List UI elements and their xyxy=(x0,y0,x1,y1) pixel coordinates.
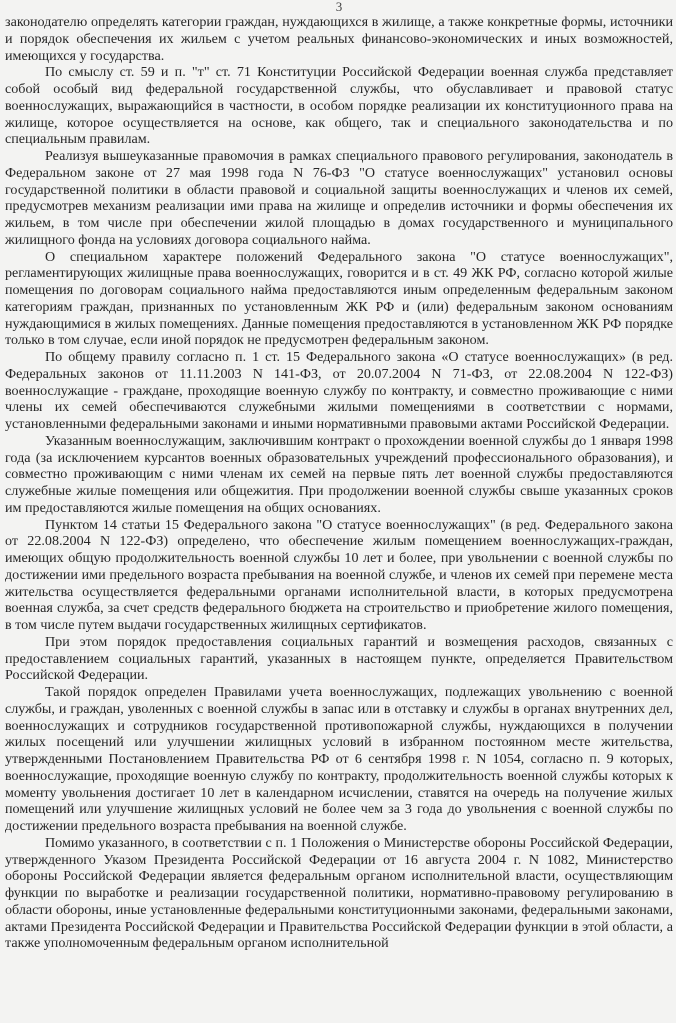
paragraph: Реализуя вышеуказанные правомочия в рамках специального правового регулирования, законодатель в Федеральном законе от 27 мая 1998 года N 76-ФЗ "О статусе военнослужащих" установил основы государственной политики в области правовой и социальной защиты военнослужащих и членов их семей, предусмотрев механизм реализации ими права на жилище и определив источники и формы обеспечения их жильем, в том числе при обеспечении жилой площадью в домах государственного и муниципального жилищного фонда на условиях договора социального найма. xyxy=(5,148,673,248)
paragraph: О специальном характере положений Федерального закона "О статусе военнослужащих", регламентирующих жилищные права военнослужащих, говорится и в ст. 49 ЖК РФ, согласно которой жилые помещения по договорам социального найма предоставляются иным определенным федеральным законом категориям граждан, признанных по установленным ЖК РФ и (или) федеральным законом основаниям нуждающимися в жилых помещениях. Данные помещения предоставляются в установленном ЖК РФ порядке только в том случае, если иной порядок не предусмотрен федеральным законом. xyxy=(5,248,673,349)
paragraph: Такой порядок определен Правилами учета военнослужащих, подлежащих увольнению с военной службы, и граждан, уволенных с военной службы в запас или в отставку и службы в органах внутренних дел, военнослужащих и сотрудников государственной противопожарной службы, нуждающихся в получении жилых посещений или улучшении жилищных условий в избранном постоянном месте жительства, утвержденными Постановлением Правительства РФ от 6 сентября 1998 г. N 1054, согласно п. 9 которых, военнослужащие, проходящие военную службу по контракту, продолжительность военной службы которых к моменту увольнения достигает 10 лет в календарном исчислении, ставятся на очередь на получение жилых помещений или улучшение жилищных условий не более чем за 3 года до увольнения с военной службы по достижении предельного возраста пребывания на военной службе. xyxy=(5,684,673,834)
page-number: 3 xyxy=(335,0,343,14)
paragraph: По общему правилу согласно п. 1 ст. 15 Федерального закона «О статусе военнослужащих» (в ред. Федеральных законов от 11.11.2003 N 141-ФЗ, от 20.07.2004 N 71-ФЗ, от 22.08.2004 N 122-ФЗ) военнослужащие - граждане, проходящие военную службу по контракту, и совместно проживающие с ними члены их семей обеспечиваются служебными жилыми помещениями в соответствии с нормами, установленными федеральными законами и иными нормативными правовыми актами Российской Федерации. xyxy=(5,349,673,432)
paragraph: Пунктом 14 статьи 15 Федерального закона "О статусе военнослужащих" (в ред. Федерального закона от 22.08.2004 N 122-ФЗ) определено, что обеспечение жилым помещением военнослужащих-граждан, имеющих общую продолжительность военной службы 10 лет и более, при увольнении с военной службы по достижении ими предельного возраста пребывания на военной службе, и членов их семей при перемене места жительства осуществляется федеральными органами исполнительной власти, в которых предусмотрена военная служба, за счет средств федерального бюджета на строительство и приобретение жилого помещения, в том числе путем выдачи государственных жилищных сертификатов. xyxy=(5,516,673,633)
paragraph: При этом порядок предоставления социальных гарантий и возмещения расходов, связанных с предоставлением социальных гарантий, указанных в настоящем пункте, определяется Правительством Российской Федерации. xyxy=(5,633,673,684)
paragraph: По смыслу ст. 59 и п. "т" ст. 71 Конституции Российской Федерации военная служба представляет собой особый вид федеральной государственной службы, что обуславливает и правовой статус военнослужащих, выражающийся в частности, в особом порядке реализации их конституционного права на жилище, которое осуществляется на основе, как общего, так и специального законодательства и по специальным правилам. xyxy=(5,64,673,148)
document-body xyxy=(5,14,673,952)
paragraph: Помимо указанного, в соответствии с п. 1 Положения о Министерстве обороны Российской Федерации, утвержденного Указом Президента Российской Федерации от 16 августа 2004 г. N 1082, Министерство обороны Российской Федерации является федеральным органом исполнительной власти, осуществляющим функции по выработке и реализации государственной политики, нормативно-правовому регулированию в области обороны, иные установленные федеральными конституционными законами, федеральными законами, актами Президента Российской Федерации и Правительства Российской Федерации функции в этой области, а также уполномоченным федеральным органом исполнительной xyxy=(5,834,673,952)
paragraph-continuation: законодателю определять категории граждан, нуждающихся в жилище, а также конкретные формы, источники и порядок обеспечения их жильем с учетом реальных финансово-экономических и иных возможностей, имеющихся у государства. xyxy=(5,14,673,64)
paragraph: Указанным военнослужащим, заключившим контракт о прохождении военной службы до 1 января 1998 года (за исключением курсантов военных образовательных учреждений профессионального образования), и совместно проживающим с ними членам их семей на первые пять лет военной службы предоставляются служебные жилые помещения или общежития. При продолжении военной службы свыше указанных сроков им предоставляются жилые помещения на общих основаниях. xyxy=(5,432,673,516)
